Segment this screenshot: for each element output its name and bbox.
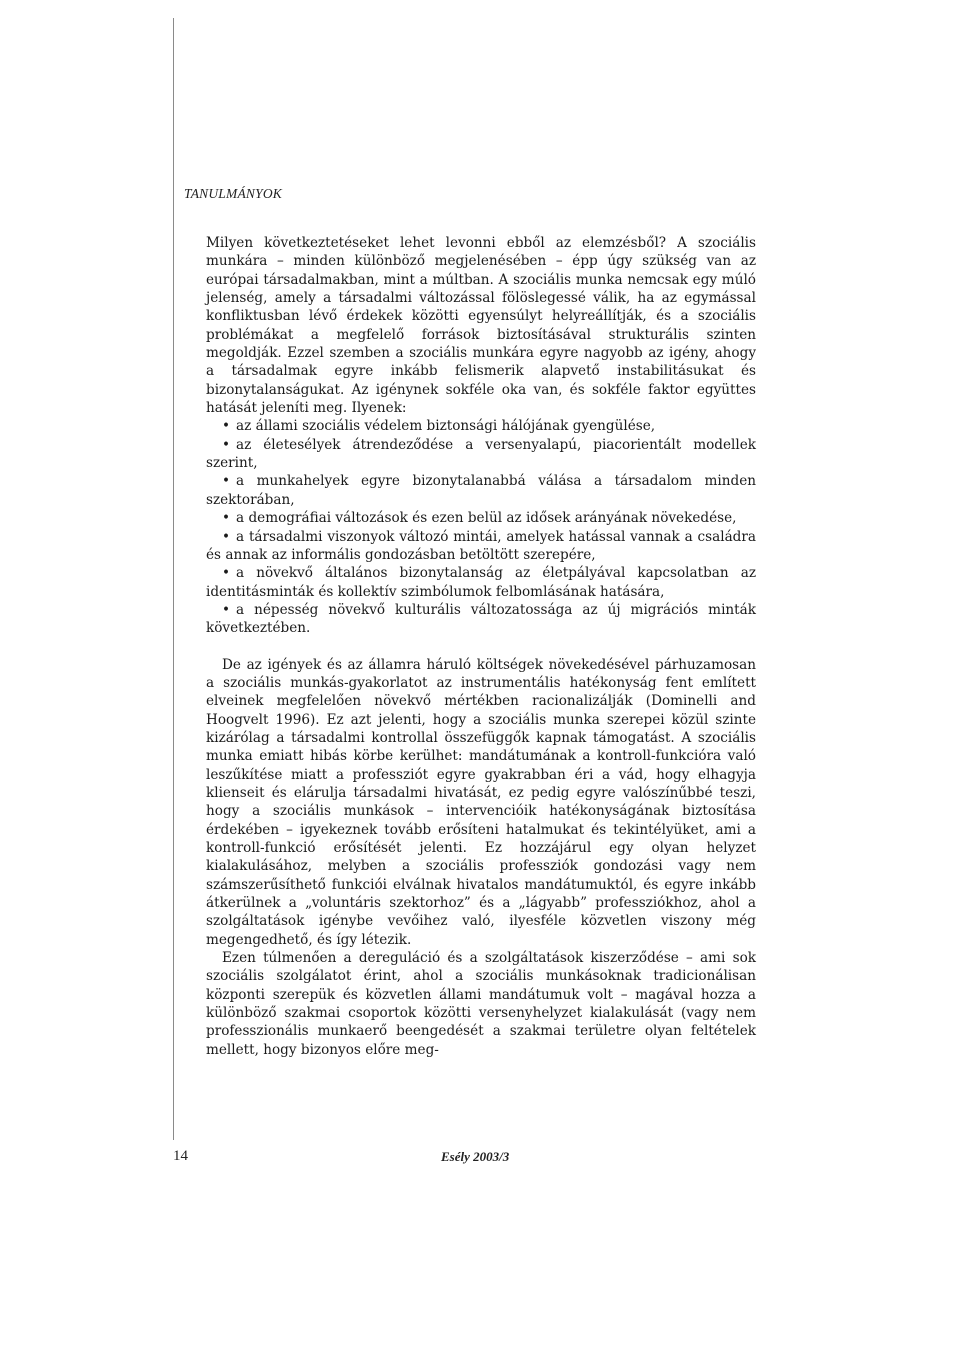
list-item-text: az állami szociális védelem biztonsági hálójának gyengülése, <box>236 418 656 435</box>
bullet-marker: • <box>222 510 231 527</box>
section-label: TANULMÁNYOK <box>184 186 282 201</box>
bullet-marker: • <box>222 528 231 545</box>
list-item-text: az életesélyek átrendeződése a versenyalapú, piacorientált modellek szerint, <box>206 436 756 472</box>
paragraph: Ezen túlmenően a dereguláció és a szolgáltatások kiszerződése – ami sok szociális szolgálatot érint, ahol a szociális munkásoknak tradicionálisan központi szerepük és közvetlen állami mandátumuk volt – magával hozza a különböző szakmai csoportok közötti versenyhelyzet kialakulását (vagy nem professzionális munkaerő beengedését a szakmai területre olyan feltételek mellett, hogy bizonyos előre meg- <box>206 950 756 1058</box>
list-item-text: a népesség növekvő kulturális változatossága az új migrációs minták következtében. <box>206 601 756 637</box>
list-item <box>206 601 756 638</box>
list-item <box>206 417 756 435</box>
list-item <box>206 436 756 473</box>
list-item-text: a demográfiai változások és ezen belül az idősek arányának növekedése, <box>236 510 737 527</box>
list-item <box>206 509 756 527</box>
bullet-marker: • <box>222 436 231 453</box>
paragraph: De az igények és az államra háruló költségek növekedésével párhuzamosan a szociális munkás-gyakorlatot az instrumentális hatékonyság fent említett elveinek megfelelően növekvő mértékben racionalizálják (Dominelli and Hoogvelt 1996). Ez azt jelenti, hogy a szociális munka szerepei közül szinte kizárólag a társadalmi kontrollal összefüggők kapnak támogatást. A szociális munka emiatt hibás körbe kerülhet: mandátumának a kontroll-funkcióra való leszűkítése miatt a professziót egyre gyakrabban éri a vád, hogy elhagyja klienseit és elárulja társadalmi hivatását, ez pedig egyre valószínűbbé teszi, hogy a szociális munkások – intervencióik hatékonyságának biztosítása érdekében – igyekeznek tovább erősíteni hatalmukat és tekintélyüket, ami a kontroll-funkció erősítését jelenti. Ez hozzájárul egy olyan helyzet kialakulásához, melyben a szociális professziók gondozási vagy nem számszerűsíthető funkciói elválnak hivatalos mandátumuktól, és egyre inkább átkerülnek a „voluntáris szektorhoz” és a „lágyabb” professziókhoz, ahol a szolgáltatások igénybe vevőihez való, ilyesféle közvetlen viszony még megengedhető, és így létezik. <box>206 656 756 948</box>
paragraph: Milyen következtetéseket lehet levonni ebből az elemzésből? A szociális munkára – minden különböző megjelenésében – épp úgy szükség van az európai társadalmakban, mint a múltban. A szociális munka nemcsak egy múló jelenség, amely a társadalmi változással fölöslegessé válik, ha az egymással konfliktusban lévő érdekek közötti egyensúlyt helyreállítják, és a szociális problémákat a megfelelő források biztosításával strukturális szinten megoldják. Ezzel szemben a szociális munkára egyre nagyobb az igény, ahogy a társadalmak egyre inkább felismerik alapvető instabilitásukat és bizonytalanságukat. Az igénynek sokféle oka van, és sokféle faktor együttes hatását jeleníti meg. Ilyenek: <box>206 235 756 417</box>
bullet-marker: • <box>222 473 231 490</box>
list-item <box>206 528 756 565</box>
list-item <box>206 564 756 601</box>
paragraph-gap <box>206 638 756 656</box>
article-body <box>206 234 756 1059</box>
bullet-marker: • <box>222 601 231 618</box>
list-item-text: a munkahelyek egyre bizonytalanabbá válása a társadalom minden szektorában, <box>206 473 756 508</box>
journal-footer: Esély 2003/3 <box>441 1149 510 1164</box>
page-number: 14 <box>173 1148 188 1164</box>
list-item <box>206 472 756 509</box>
list-item-text: a társadalmi viszonyok változó mintái, amelyek hatással vannak a családra és annak az informális gondozásban betöltött szerepére, <box>206 528 756 563</box>
bullet-marker: • <box>222 418 231 435</box>
bullet-marker: • <box>222 565 231 582</box>
margin-rule <box>173 18 174 1140</box>
list-item-text: a növekvő általános bizonytalanság az életpályával kapcsolatban az identitásminták és kollektív szimbólumok felbomlásának hatására, <box>206 565 756 600</box>
bullet-list <box>206 417 756 637</box>
